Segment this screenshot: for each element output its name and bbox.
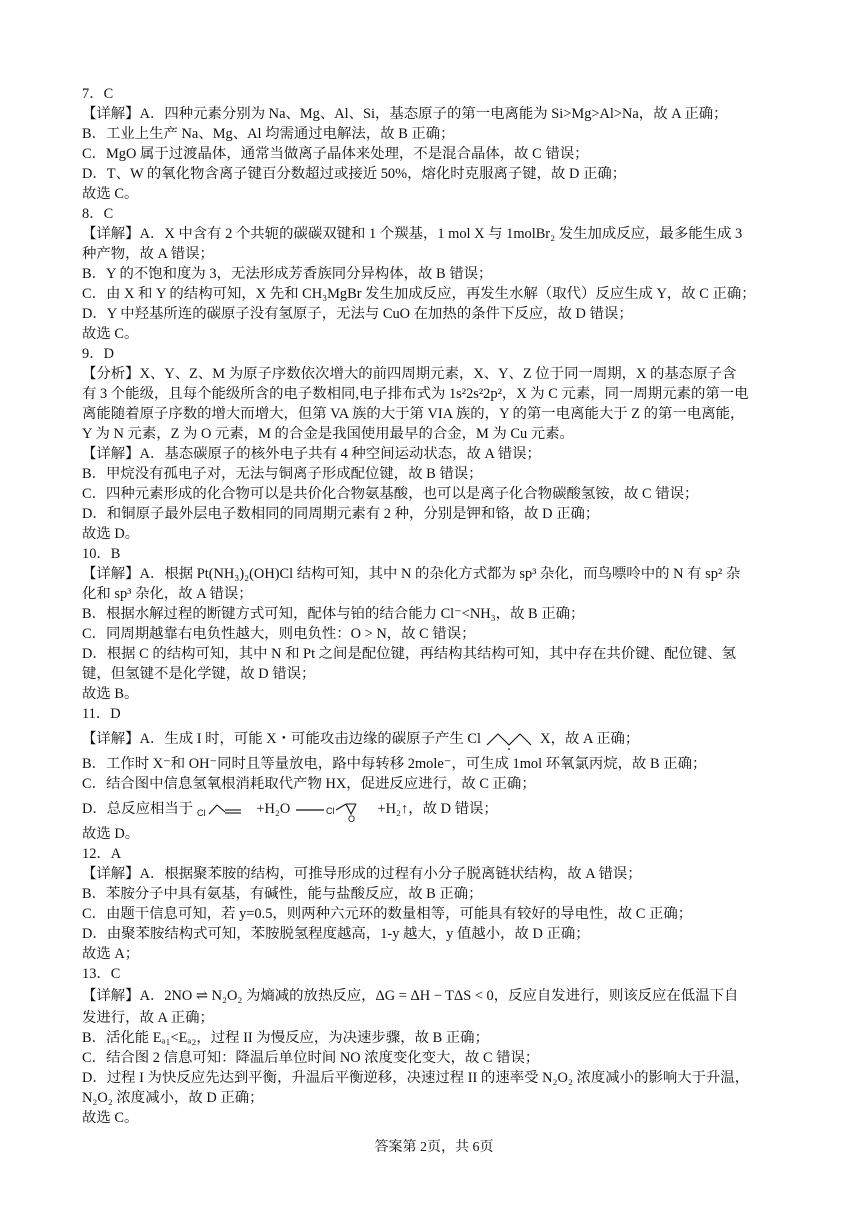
q7-line: B．工业上生产 Na、Mg、Al 均需通过电解法，故 B 正确；	[82, 126, 455, 142]
answer-content	[82, 84, 792, 1128]
q8-line: 【详解】A．X 中含有 2 个共轭的碳碳双键和 1 个羰基，1 mol X 与 1molBr₂ 发生加成反应，最多能生成 3	[82, 226, 743, 242]
q13-conclusion: 故选 C。	[82, 1110, 139, 1126]
q11-water-text: +H₂O	[256, 801, 291, 817]
q11-heading: 11．D	[82, 706, 121, 722]
q12-heading: 12．A	[82, 846, 122, 862]
q12-line: 【详解】A．根据聚苯胺的结构，可推导形成的过程有小分子脱离链状结构，故 A 错误；	[82, 866, 642, 882]
q8-heading: 8．C	[82, 206, 114, 222]
q12-line: B．苯胺分子中具有氨基，有碱性，能与盐酸反应，故 B 正确；	[82, 886, 483, 902]
cl-atom-label: Cl	[196, 807, 206, 818]
allyl-chloride-structure-icon	[197, 799, 253, 821]
q10-conclusion: 故选 B。	[82, 686, 139, 702]
q11-line-d-tail: +H₂↑，故 D 错误；	[377, 801, 498, 817]
q9-heading: 9．D	[82, 346, 114, 362]
q11-line-a	[82, 724, 792, 754]
q11-line-a-text: 【详解】A．生成 I 时，可能 X・可能攻击边缘的碳原子产生 Cl	[82, 731, 481, 747]
q9-line: 【详解】A．基态碳原子的核外电子共有 4 种空间运动状态，故 A 错误；	[82, 446, 541, 462]
q7-heading: 7．C	[82, 86, 114, 102]
q9-line: D．和铜原子最外层电子数相同的同周期元素有 2 种，分别是钾和铬，故 D 正确；	[82, 506, 600, 522]
q8-conclusion: 故选 C。	[82, 326, 139, 342]
q13-line: 发进行，故 A 正确；	[82, 1010, 214, 1026]
q7-line: D．T、W 的氧化物含离子键百分数超过或接近 50%，熔化时克服离子键，故 D 正确；	[82, 166, 627, 182]
q10-line: 化和 sp³ 杂化，故 A 错误；	[82, 586, 253, 602]
q10-line: C．同周期越靠右电负性越大，则电负性：O > N，故 C 错误；	[82, 626, 476, 642]
q7-line: C．MgO 属于过渡晶体，通常当做离子晶体来处理，不是混合晶体，故 C 错误；	[82, 146, 589, 162]
o-atom-label: O	[347, 813, 355, 822]
q13-line: N₂O₂ 浓度减小，故 D 正确；	[82, 1090, 264, 1106]
q9-conclusion: 故选 D。	[82, 526, 140, 542]
q9-line: C．四种元素形成的化合物可以是共价化合物氨基酸，也可以是离子化合物碳酸氢铵，故 C 错误；	[82, 486, 699, 502]
q10-line: D．根据 C 的结构可知，其中 N 和 Pt 之间是配位键，再结构其结构可知，其中存在共价键、配位键、氢	[82, 646, 736, 662]
q13-line: 【详解】A．2NO ⇌ N₂O₂ 为熵减的放热反应，ΔG = ΔH − TΔS < 0，反应自发进行，则该反应在低温下自	[82, 988, 739, 1004]
page-footer: 答案第 2页，共 6页	[374, 1140, 494, 1155]
q11-line-a-tail: X，故 A 正确；	[540, 731, 640, 747]
q11-line-d-text: D．总反应相当于	[82, 801, 194, 817]
q12-conclusion: 故选 A；	[82, 946, 140, 962]
q8-line: D．Y 中羟基所连的碳原子没有氢原子，无法与 CuO 在加热的条件下反应，故 D 错误；	[82, 306, 633, 322]
q7-line: 【详解】A．四种元素分别为 Na、Mg、Al、Si，基态原子的第一电离能为 Si>Mg>Al>Na，故 A 正确；	[82, 106, 728, 122]
q9-line: Y 为 N 元素，Z 为 O 元素，M 的合金是我国使用最早的合金，M 为 Cu 元素。	[82, 426, 574, 442]
q7-conclusion: 故选 C。	[82, 186, 139, 202]
q9-line: B．甲烷没有孤电子对，无法与铜离子形成配位键，故 B 错误；	[82, 466, 483, 482]
q8-line: 种产物，故 A 错误；	[82, 246, 214, 262]
q8-line: B．Y 的不饱和度为 3，无法形成芳香族同分异构体，故 B 错误；	[82, 266, 493, 282]
q10-heading: 10．B	[82, 546, 121, 562]
q11-line: C．结合图中信息氢氧根消耗取代产物 HX，促进反应进行，故 C 正确；	[82, 776, 536, 792]
epichlorohydrin-structure-icon	[294, 798, 374, 822]
q10-line: 键，但氢键不是化学键，故 D 错误；	[82, 666, 316, 682]
q13-line: B．活化能 Eₐ₁<Eₐ₂，过程 II 为慢反应，为决速步骤，故 B 正确；	[82, 1030, 489, 1046]
q10-line: B．根据水解过程的断键方式可知，配体与铂的结合能力 Cl⁻<NH₃，故 B 正确；	[82, 606, 585, 622]
cl-atom-label: Cl	[325, 805, 335, 816]
q8-line: C．由 X 和 Y 的结构可知，X 先和 CH₃MgBr 发生加成反应，再发生水解（取代）反应生成 Y，故 C 正确；	[82, 286, 756, 302]
q13-line: C．结合图 2 信息可知：降温后单位时间 NO 浓度变化变大，故 C 错误；	[82, 1050, 540, 1066]
chloroalkyl-structure-icon	[485, 729, 537, 751]
q13-heading: 13．C	[82, 966, 121, 982]
q12-line: D．由聚苯胺结构式可知，苯胺脱氢程度越高，1-y 越大，y 值越小，故 D 正确；	[82, 926, 590, 942]
q10-line: 【详解】A．根据 Pt(NH₃)₂(OH)Cl 结构可知，其中 N 的杂化方式都为 sp³ 杂化，而鸟嘌呤中的 N 有 sp² 杂	[82, 566, 741, 582]
q9-line: 有 3 个能级，且每个能级所含的电子数相同,电子排布式为 1s²2s²2p²，X 为 C 元素，同一周期元素的第一电	[82, 386, 749, 402]
q12-line: C．由题干信息可知，若 y=0.5，则两种六元环的数量相等，可能具有较好的导电性，故 C 正确；	[82, 906, 693, 922]
q11-conclusion: 故选 D。	[82, 826, 140, 842]
q13-line: D．过程 I 为快反应先达到平衡，升温后平衡逆移，决速过程 II 的速率受 N₂O₂ 浓度减小的影响大于升温，	[82, 1070, 750, 1086]
q11-line-d	[82, 794, 792, 824]
q9-line: 离能随着原子序数的增大而增大，但第 VA 族的大于第 VIA 族的，Y 的第一电离能大于 Z 的第一电离能，	[82, 406, 745, 422]
q11-line: B．工作时 X⁻和 OH⁻同时且等量放电，路中每转移 2mole⁻，可生成 1mol 环氧氯丙烷，故 B 正确；	[82, 756, 707, 772]
q9-line: 【分析】X、Y、Z、M 为原子序数依次增大的前四周期元素，X、Y、Z 位于同一周期，X 的基态原子含	[82, 366, 737, 382]
